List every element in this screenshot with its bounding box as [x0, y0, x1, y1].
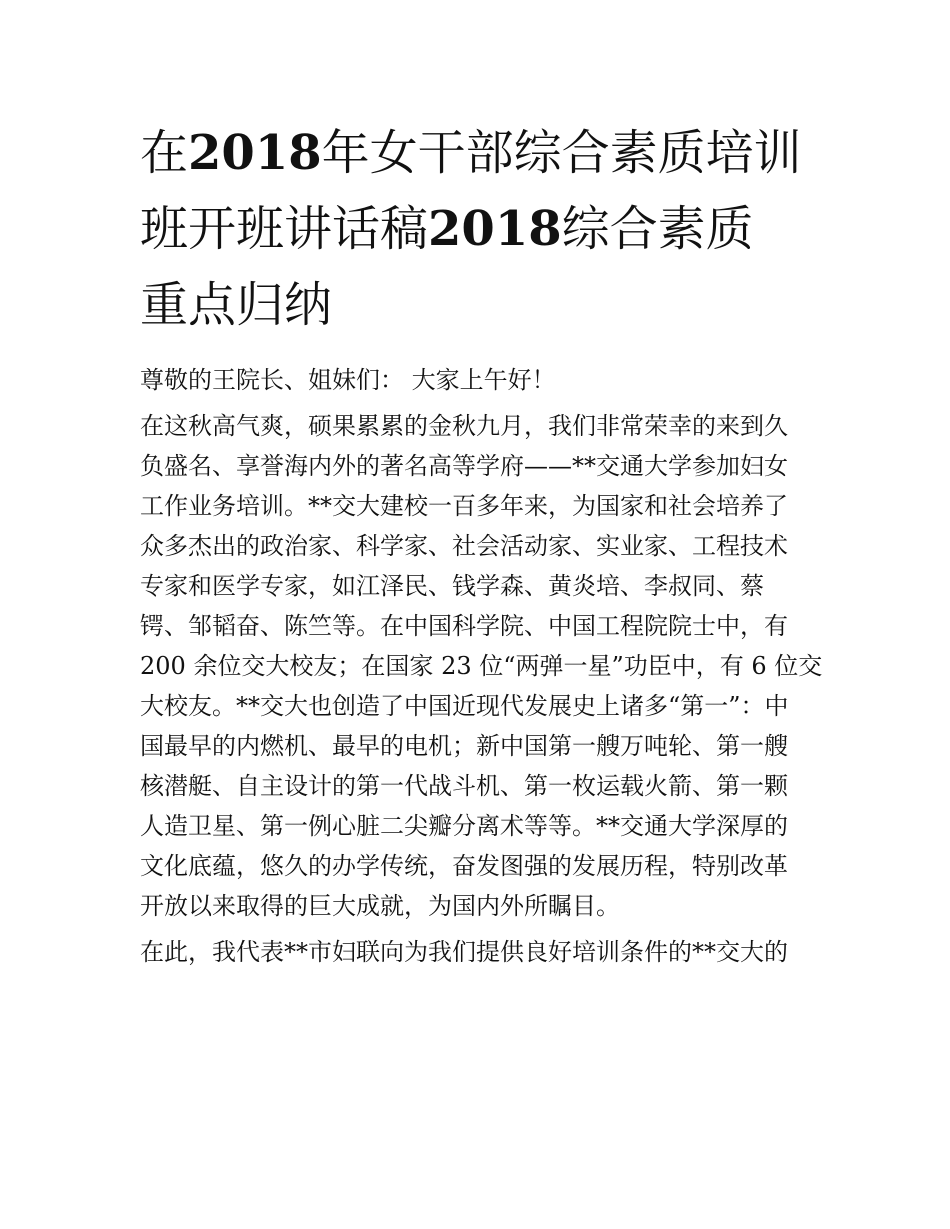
greeting: 尊敬的王院长、姐妹们： 大家上午好！ [140, 366, 556, 394]
document-body [140, 360, 830, 972]
title-line-2: 班开班讲话稿2018综合素质 [140, 201, 754, 257]
paragraph-1 [140, 406, 830, 926]
paragraph-line: 核潜艇、自主设计的第一代战斗机、第一枚运载火箭、第一颗 [140, 772, 788, 800]
paragraph-line: 工作业务培训。**交大建校一百多年来，为国家和社会培养了 [140, 492, 788, 520]
title-line-3: 重点归纳 [140, 277, 333, 333]
paragraph-2 [140, 932, 830, 972]
paragraph-line: 文化底蕴，悠久的办学传统，奋发图强的发展历程，特别改革 [140, 852, 788, 880]
paragraph-line: 锷、邹韬奋、陈竺等。在中国科学院、中国工程院院士中，有 [140, 612, 788, 640]
paragraph-line: 负盛名、享誉海内外的著名高等学府——**交通大学参加妇女 [140, 452, 788, 480]
paragraph-line: 人造卫星、第一例心脏二尖瓣分离术等等。**交通大学深厚的 [140, 812, 788, 840]
paragraph-line: 专家和医学专家，如江泽民、钱学森、黄炎培、李叔同、蔡 [140, 572, 764, 600]
paragraph-line: 在这秋高气爽，硕果累累的金秋九月，我们非常荣幸的来到久 [140, 412, 788, 440]
paragraph-line: 大校友。**交大也创造了中国近现代发展史上诸多“第一”：中 [140, 692, 789, 720]
title-line-1: 在2018年女干部综合素质培训 [140, 125, 802, 181]
paragraph-line: 在此，我代表**市妇联向为我们提供良好培训条件的**交大的 [140, 938, 788, 966]
paragraph-line: 国最早的内燃机、最早的电机；新中国第一艘万吨轮、第一艘 [140, 732, 788, 760]
paragraph-line: 200 余位交大校友；在国家 23 位“两弹一星”功臣中，有 6 位交 [140, 652, 823, 680]
document-title [140, 115, 830, 343]
paragraph-line: 开放以来取得的巨大成就，为国内外所瞩目。 [140, 892, 620, 920]
paragraph-line: 众多杰出的政治家、科学家、社会活动家、实业家、工程技术 [140, 532, 788, 560]
